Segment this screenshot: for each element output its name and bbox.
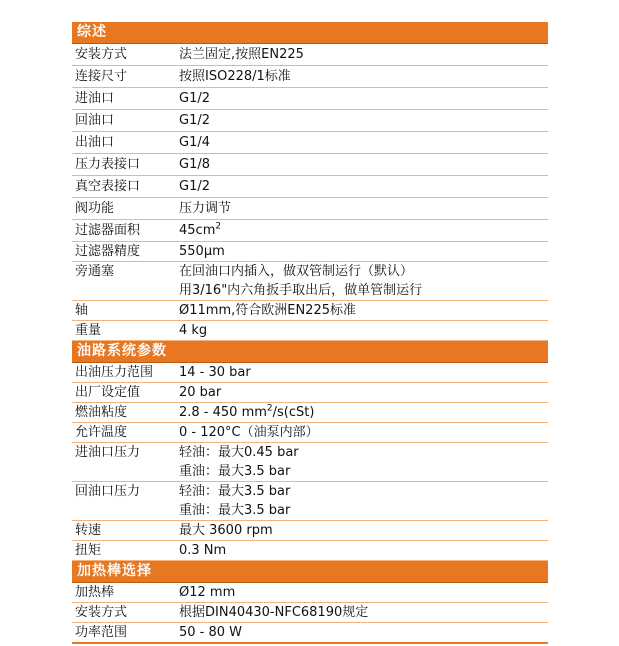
spec-value: Ø12 mm: [179, 585, 236, 600]
spec-value-suffix: /s(cSt): [272, 405, 315, 420]
spec-label: 出厂设定值: [75, 385, 141, 400]
spec-value: G1/4: [179, 135, 210, 150]
spec-label: 进油口压力: [75, 445, 141, 460]
spec-label: 出油压力范围: [75, 365, 154, 380]
spec-value: 14 - 30 bar: [179, 365, 251, 380]
spec-value: 550μm: [179, 244, 225, 259]
superscript: 2: [215, 221, 222, 232]
section-header-overview: 综述: [72, 22, 548, 44]
spec-label: 进油口: [75, 91, 115, 106]
spec-value: 0.3 Nm: [179, 543, 227, 558]
spec-value-line2: 用3/16"内六角扳手取出后，做单管制运行: [179, 283, 423, 298]
spec-row: [72, 262, 548, 301]
spec-value: 压力调节: [179, 201, 232, 216]
spec-row: [72, 603, 548, 623]
spec-row: [72, 176, 548, 198]
spec-label: 阀功能: [75, 201, 115, 216]
spec-row: [72, 383, 548, 403]
spec-value: 2.8 - 450 mm: [179, 405, 267, 420]
spec-sheet: [72, 22, 548, 644]
spec-row: [72, 363, 548, 383]
spec-label: 连接尺寸: [75, 69, 128, 84]
spec-row: [72, 198, 548, 220]
spec-row: [72, 583, 548, 603]
spec-value: 在回油口内插入，做双管制运行（默认）: [179, 264, 414, 279]
spec-value: 0 - 120°C（油泵内部）: [179, 425, 319, 440]
spec-label: 旁通塞: [75, 264, 115, 279]
spec-row: [72, 301, 548, 321]
spec-value: 按照ISO228/1标准: [179, 69, 291, 84]
spec-value-with-sup: [179, 403, 314, 422]
spec-value: G1/8: [179, 157, 210, 172]
section-header-oil-system: 油路系统参数: [72, 341, 548, 363]
spec-value-line2: 重油：最大3.5 bar: [179, 503, 291, 518]
spec-label: 加热棒: [75, 585, 115, 600]
spec-value-line2: 重油：最大3.5 bar: [179, 464, 291, 479]
spec-label: 重量: [75, 323, 102, 338]
section-header-heater: 加热棒选择: [72, 561, 548, 583]
spec-label: 燃油粘度: [75, 405, 128, 420]
spec-row: [72, 110, 548, 132]
superscript: 2: [266, 403, 273, 414]
spec-label: 过滤器面积: [75, 223, 141, 238]
spec-value: G1/2: [179, 113, 210, 128]
spec-row: [72, 242, 548, 262]
spec-value: 根据DIN40430-NFC68190规定: [179, 605, 369, 620]
spec-value: G1/2: [179, 91, 210, 106]
spec-row: [72, 132, 548, 154]
spec-row: [72, 423, 548, 443]
spec-label: 真空表接口: [75, 179, 141, 194]
spec-label: 安装方式: [75, 605, 128, 620]
spec-label: 扭矩: [75, 543, 102, 558]
spec-label: 回油口压力: [75, 484, 141, 499]
spec-label: 轴: [75, 303, 89, 318]
spec-value: 50 - 80 W: [179, 625, 243, 640]
spec-value: G1/2: [179, 179, 210, 194]
spec-label: 回油口: [75, 113, 115, 128]
spec-value: 轻油：最大0.45 bar: [179, 445, 299, 460]
spec-row: [72, 521, 548, 541]
spec-label: 出油口: [75, 135, 115, 150]
spec-row: [72, 44, 548, 66]
spec-value-with-sup: [179, 220, 221, 241]
spec-row: [72, 623, 548, 642]
spec-row: [72, 443, 548, 482]
spec-row: [72, 88, 548, 110]
spec-row: [72, 541, 548, 561]
spec-value: Ø11mm,符合欧洲EN225标准: [179, 303, 356, 318]
spec-value: 轻油：最大3.5 bar: [179, 484, 291, 499]
spec-label: 允许温度: [75, 425, 128, 440]
spec-row: [72, 154, 548, 176]
spec-row: [72, 482, 548, 521]
spec-row: [72, 403, 548, 423]
spec-row: [72, 220, 548, 242]
spec-value: 20 bar: [179, 385, 222, 400]
spec-label: 过滤器精度: [75, 244, 141, 259]
spec-row: [72, 66, 548, 88]
spec-value: 最大 3600 rpm: [179, 523, 273, 538]
spec-label: 转速: [75, 523, 102, 538]
spec-label: 压力表接口: [75, 157, 141, 172]
spec-value: 45cm: [179, 223, 216, 238]
spec-label: 功率范围: [75, 625, 128, 640]
spec-value: 4 kg: [179, 323, 208, 338]
spec-row: [72, 321, 548, 341]
bottom-divider: [72, 642, 548, 644]
spec-label: 安装方式: [75, 47, 128, 62]
spec-value: 法兰固定,按照EN225: [179, 47, 304, 62]
